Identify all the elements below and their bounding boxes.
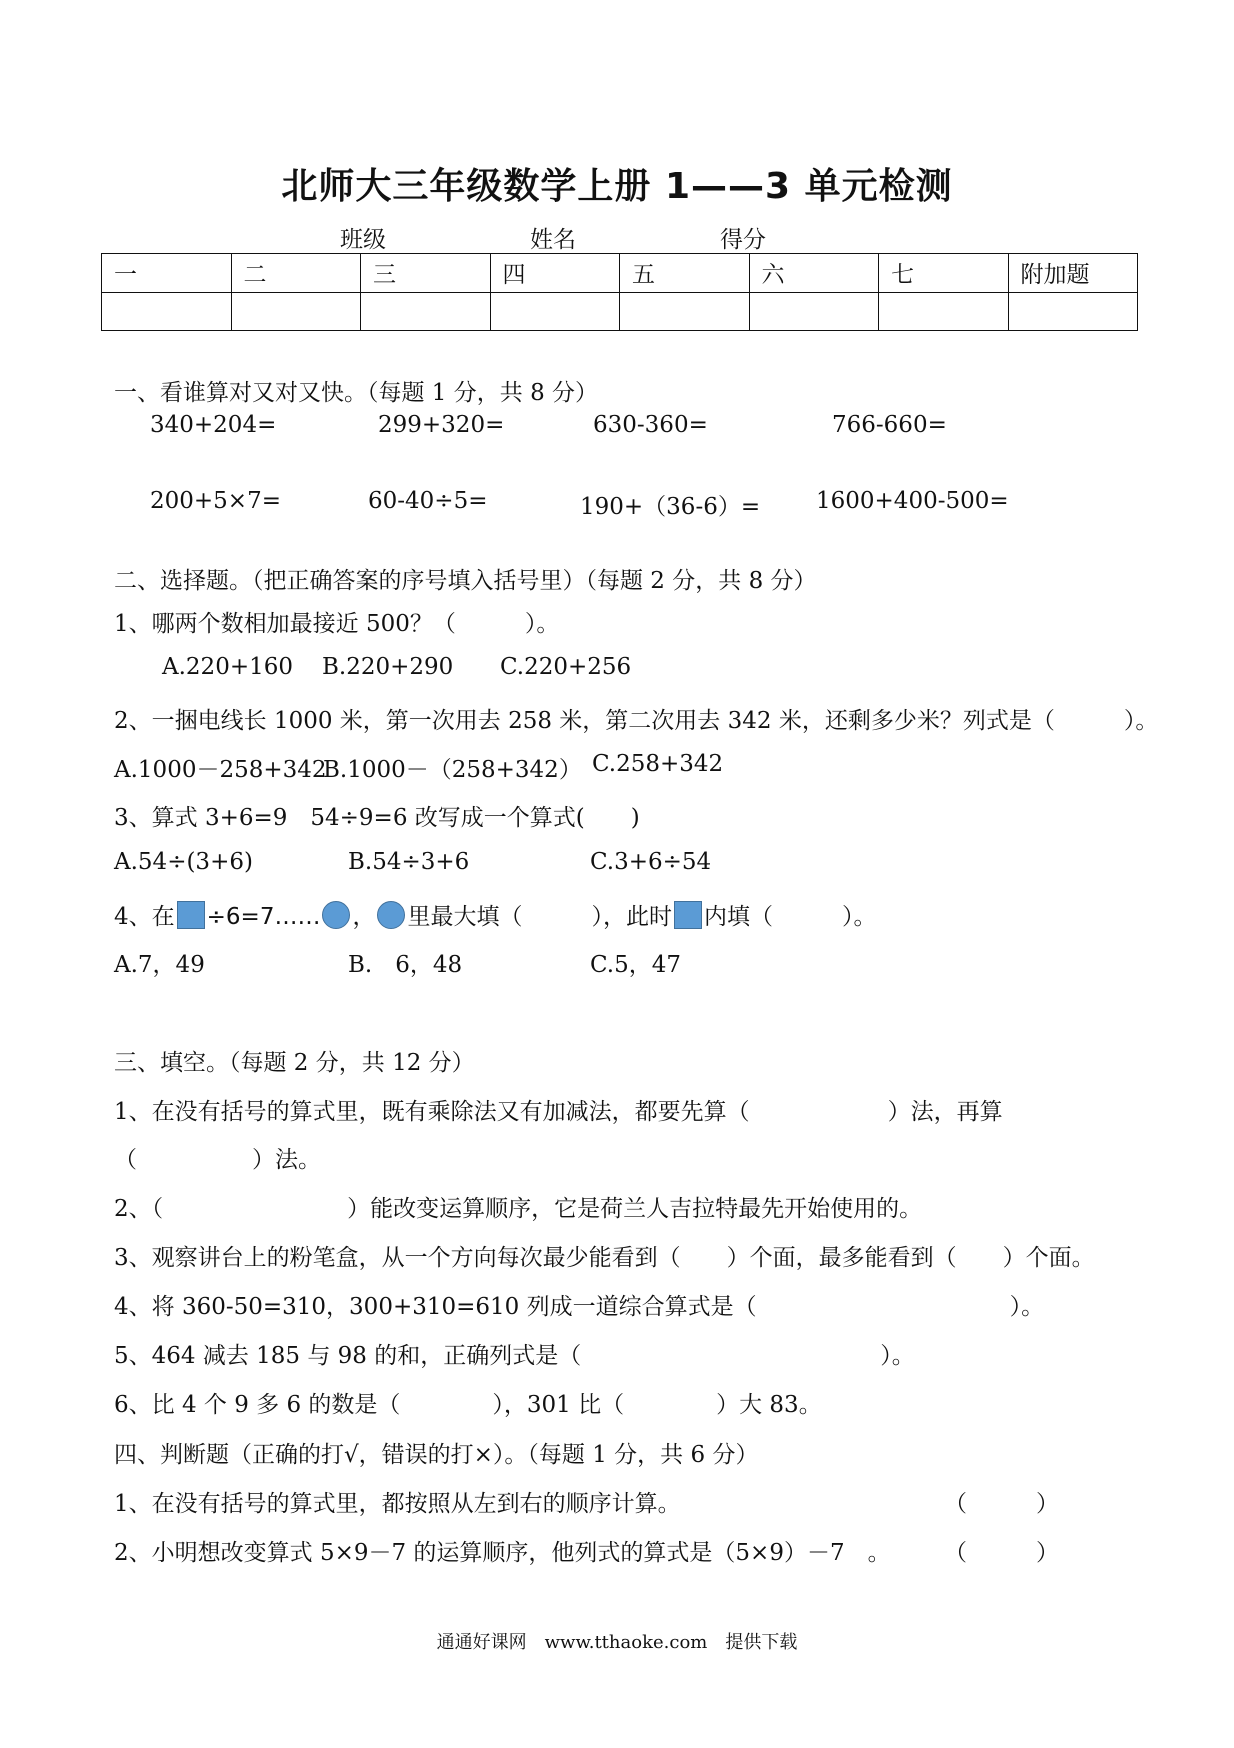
calc-item: 630-360= [593, 412, 708, 438]
score-table [101, 253, 1138, 331]
choice-option: C.258+342 [592, 751, 724, 777]
choice-question-4 [114, 898, 876, 931]
score-header-cell: 二 [231, 254, 361, 293]
judge-answer-paren-1: （ ） [944, 1491, 1059, 1517]
judge-question-1: 1、在没有括号的算式里，都按照从左到右的顺序计算。 [114, 1491, 681, 1517]
choice-option: B.1000－（258+342） [323, 757, 582, 783]
blue-square-icon [177, 901, 205, 929]
blue-circle-icon [377, 901, 405, 929]
score-header-cell: 五 [620, 254, 750, 293]
q4-text1: 里最大填（ ），此时 [407, 904, 672, 930]
score-header-cell: 七 [879, 254, 1009, 293]
score-cell [361, 292, 491, 331]
choice-option: B.54÷3+6 [348, 849, 470, 875]
score-cell [1008, 292, 1138, 331]
blue-square-icon [674, 901, 702, 929]
section2-heading: 二、选择题。（把正确答案的序号填入括号里）（每题 2 分，共 8 分） [114, 568, 817, 594]
fill-question-4: 4、将 360-50=310，300+310=610 列成一道综合算式是（ ）。 [114, 1294, 1045, 1320]
choice-option: C.3+6÷54 [590, 849, 712, 875]
score-label: 得分 [720, 227, 766, 253]
fill-question-5: 5、464 减去 185 与 98 的和，正确列式是（ ）。 [114, 1343, 915, 1369]
score-cell [749, 292, 879, 331]
calc-item: 1600+400-500= [816, 488, 1009, 514]
calc-item: 766-660= [832, 412, 947, 438]
choice-option: C.5，47 [590, 952, 681, 978]
fill-question-6: 6、比 4 个 9 多 6 的数是（ ），301 比（ ）大 83。 [114, 1392, 822, 1418]
choice-option: A.54÷(3+6) [114, 849, 253, 875]
section1-heading: 一、看谁算对又对又快。（每题 1 分，共 8 分） [114, 380, 599, 406]
score-cell [879, 292, 1009, 331]
choice-option: A.220+160 [162, 654, 293, 680]
choice-option: A.7，49 [114, 952, 205, 978]
fill-question-1b: （ ）法。 [114, 1147, 321, 1173]
q4-text2: 内填（ ）。 [703, 904, 877, 930]
score-header-cell: 一 [102, 254, 232, 293]
score-blank [768, 231, 908, 254]
score-table-blank-row [102, 292, 1138, 331]
student-info-line [340, 221, 910, 254]
score-header-cell: 附加题 [1008, 254, 1138, 293]
name-blank [578, 231, 718, 254]
calc-item: 200+5×7= [150, 488, 281, 514]
q4-division: ÷6=7…… [206, 904, 321, 930]
choice-option: B.220+290 [322, 654, 454, 680]
choice-option: B. 6，48 [348, 952, 463, 978]
score-header-cell: 三 [361, 254, 491, 293]
section4-heading: 四、判断题（正确的打√，错误的打×）。（每题 1 分，共 6 分） [114, 1442, 759, 1468]
score-cell [102, 292, 232, 331]
calc-item: 60-40÷5= [368, 488, 488, 514]
page-title: 北师大三年级数学上册 1——3 单元检测 [281, 166, 953, 207]
judge-answer-paren-2: （ ） [944, 1540, 1059, 1566]
q4-prefix: 4、在 [114, 904, 175, 930]
score-cell [231, 292, 361, 331]
choice-question-2: 2、一捆电线长 1000 米，第一次用去 258 米，第二次用去 342 米，还剩多少米？列式是（ ）。 [114, 708, 1159, 734]
section3-heading: 三、填空。（每题 2 分，共 12 分） [114, 1050, 475, 1076]
score-cell [620, 292, 750, 331]
fill-question-1a: 1、在没有括号的算式里，既有乘除法又有加减法，都要先算（ ）法，再算 [114, 1099, 1003, 1125]
choice-option: A.1000－258+342 [114, 757, 327, 783]
calc-item: 190+（36-6）= [580, 494, 761, 520]
choice-question-3: 3、算式 3+6=9 54÷9=6 改写成一个算式( ) [114, 805, 640, 831]
choice-question-1: 1、哪两个数相加最接近 500？（ ）。 [114, 611, 560, 637]
class-blank [388, 231, 528, 254]
q4-comma: ， [352, 904, 376, 930]
judge-question-2: 2、小明想改变算式 5×9－7 的运算顺序，他列式的算式是（5×9）－7 。 [114, 1540, 891, 1566]
fill-question-3: 3、观察讲台上的粉笔盒，从一个方向每次最少能看到（ ）个面，最多能看到（ ）个面。 [114, 1245, 1095, 1271]
score-header-cell: 六 [749, 254, 879, 293]
fill-question-2: 2、（ ）能改变运算顺序，它是荷兰人吉拉特最先开始使用的。 [114, 1196, 923, 1222]
choice-option: C.220+256 [500, 654, 632, 680]
name-label: 姓名 [530, 227, 576, 253]
class-label: 班级 [340, 227, 386, 253]
calc-item: 340+204= [150, 412, 277, 438]
score-table-header-row [102, 254, 1138, 293]
score-header-cell: 四 [490, 254, 620, 293]
blue-circle-icon [322, 901, 350, 929]
page-footer: 通通好课网 www.tthaoke.com 提供下载 [436, 1632, 798, 1653]
calc-item: 299+320= [378, 412, 505, 438]
score-cell [490, 292, 620, 331]
